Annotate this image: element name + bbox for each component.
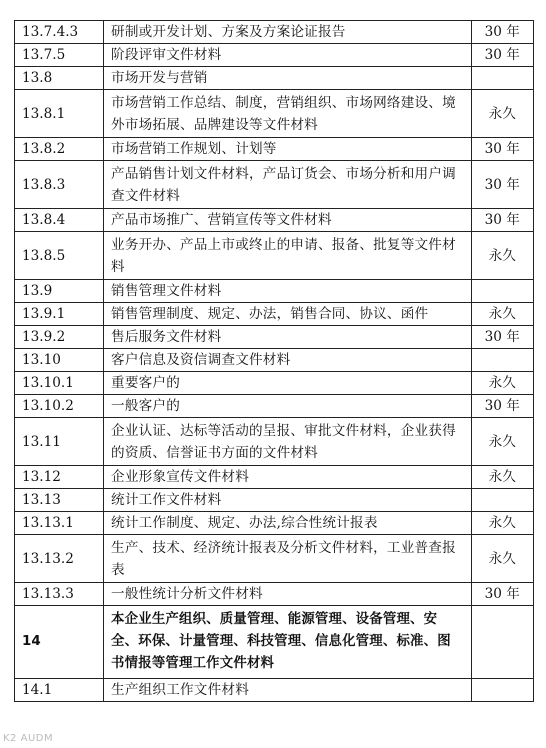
code-cell: 13.10.1	[15, 372, 104, 395]
description-cell: 研制或开发计划、方案及方案论证报告	[104, 21, 471, 44]
retention-term-cell: 永久	[471, 466, 533, 489]
code-cell: 13.13.1	[15, 512, 104, 535]
description-cell: 生产组织工作文件材料	[104, 679, 471, 702]
description-cell: 统计工作制度、规定、办法,综合性统计报表	[104, 512, 471, 535]
table-row	[15, 679, 534, 702]
table-row	[15, 21, 534, 44]
code-cell: 13.9.2	[15, 326, 104, 349]
description-cell: 售后服务文件材料	[104, 326, 471, 349]
retention-term-cell: 永久	[471, 372, 533, 395]
table-row	[15, 232, 534, 280]
table-row	[15, 372, 534, 395]
table-row	[15, 90, 534, 138]
code-cell: 13.9.1	[15, 303, 104, 326]
table-row	[15, 606, 534, 679]
code-cell: 14	[15, 606, 104, 679]
code-cell: 13.11	[15, 418, 104, 466]
table-row	[15, 44, 534, 67]
table-row	[15, 466, 534, 489]
code-cell: 13.8.3	[15, 161, 104, 209]
description-cell: 企业形象宣传文件材料	[104, 466, 471, 489]
description-cell: 市场营销工作总结、制度，营销组织、市场网络建设、境外市场拓展、品牌建设等文件材料	[104, 90, 471, 138]
table-row	[15, 535, 534, 583]
code-cell: 13.13	[15, 489, 104, 512]
table-row	[15, 303, 534, 326]
retention-term-cell	[471, 67, 533, 90]
table-row	[15, 209, 534, 232]
retention-term-cell: 永久	[471, 90, 533, 138]
retention-term-cell	[471, 489, 533, 512]
retention-term-cell: 30 年	[471, 583, 533, 606]
retention-term-cell: 30 年	[471, 209, 533, 232]
code-cell: 13.8	[15, 67, 104, 90]
table-row	[15, 489, 534, 512]
table-row	[15, 349, 534, 372]
code-cell: 13.8.1	[15, 90, 104, 138]
description-cell: 市场开发与营销	[104, 67, 471, 90]
retention-term-cell	[471, 606, 533, 679]
corner-watermark: K2 AUDM	[3, 733, 54, 744]
description-cell: 阶段评审文件材料	[104, 44, 471, 67]
description-cell: 企业认证、达标等活动的呈报、审批文件材料，企业获得的资质、信誉证书方面的文件材料	[104, 418, 471, 466]
retention-term-cell: 30 年	[471, 21, 533, 44]
description-cell: 统计工作文件材料	[104, 489, 471, 512]
description-cell: 生产、技术、经济统计报表及分析文件材料，工业普查报表	[104, 535, 471, 583]
retention-term-cell: 永久	[471, 512, 533, 535]
retention-term-cell	[471, 280, 533, 303]
code-cell: 13.10	[15, 349, 104, 372]
table-row	[15, 326, 534, 349]
code-cell: 13.7.5	[15, 44, 104, 67]
code-cell: 13.7.4.3	[15, 21, 104, 44]
code-cell: 13.8.2	[15, 138, 104, 161]
retention-term-cell: 30 年	[471, 326, 533, 349]
code-cell: 13.8.5	[15, 232, 104, 280]
code-cell: 13.10.2	[15, 395, 104, 418]
retention-term-cell: 30 年	[471, 395, 533, 418]
description-cell: 销售管理文件材料	[104, 280, 471, 303]
table-body	[15, 21, 534, 702]
table-row	[15, 67, 534, 90]
table-row	[15, 161, 534, 209]
table-row	[15, 418, 534, 466]
code-cell: 13.12	[15, 466, 104, 489]
description-cell: 本企业生产组织、质量管理、能源管理、设备管理、安全、环保、计量管理、科技管理、信息化管理、标准、图书情报等管理工作文件材料	[104, 606, 471, 679]
description-cell: 一般性统计分析文件材料	[104, 583, 471, 606]
code-cell: 13.13.3	[15, 583, 104, 606]
code-cell: 14.1	[15, 679, 104, 702]
retention-term-cell: 30 年	[471, 44, 533, 67]
description-cell: 销售管理制度、规定、办法，销售合同、协议、函件	[104, 303, 471, 326]
description-cell: 一般客户的	[104, 395, 471, 418]
table-row	[15, 583, 534, 606]
retention-term-cell: 永久	[471, 418, 533, 466]
code-cell: 13.9	[15, 280, 104, 303]
retention-term-cell	[471, 349, 533, 372]
table-row	[15, 138, 534, 161]
retention-term-cell	[471, 679, 533, 702]
description-cell: 客户信息及资信调查文件材料	[104, 349, 471, 372]
retention-term-cell: 永久	[471, 232, 533, 280]
retention-term-cell: 永久	[471, 303, 533, 326]
archive-retention-table	[14, 20, 534, 702]
code-cell: 13.13.2	[15, 535, 104, 583]
description-cell: 重要客户的	[104, 372, 471, 395]
table-row	[15, 512, 534, 535]
retention-term-cell: 30 年	[471, 138, 533, 161]
code-cell: 13.8.4	[15, 209, 104, 232]
description-cell: 产品销售计划文件材料，产品订货会、市场分析和用户调查文件材料	[104, 161, 471, 209]
description-cell: 产品市场推广、营销宣传等文件材料	[104, 209, 471, 232]
description-cell: 市场营销工作规划、计划等	[104, 138, 471, 161]
table-row	[15, 280, 534, 303]
description-cell: 业务开办、产品上市或终止的申请、报备、批复等文件材料	[104, 232, 471, 280]
retention-term-cell: 30 年	[471, 161, 533, 209]
retention-term-cell: 永久	[471, 535, 533, 583]
table-row	[15, 395, 534, 418]
